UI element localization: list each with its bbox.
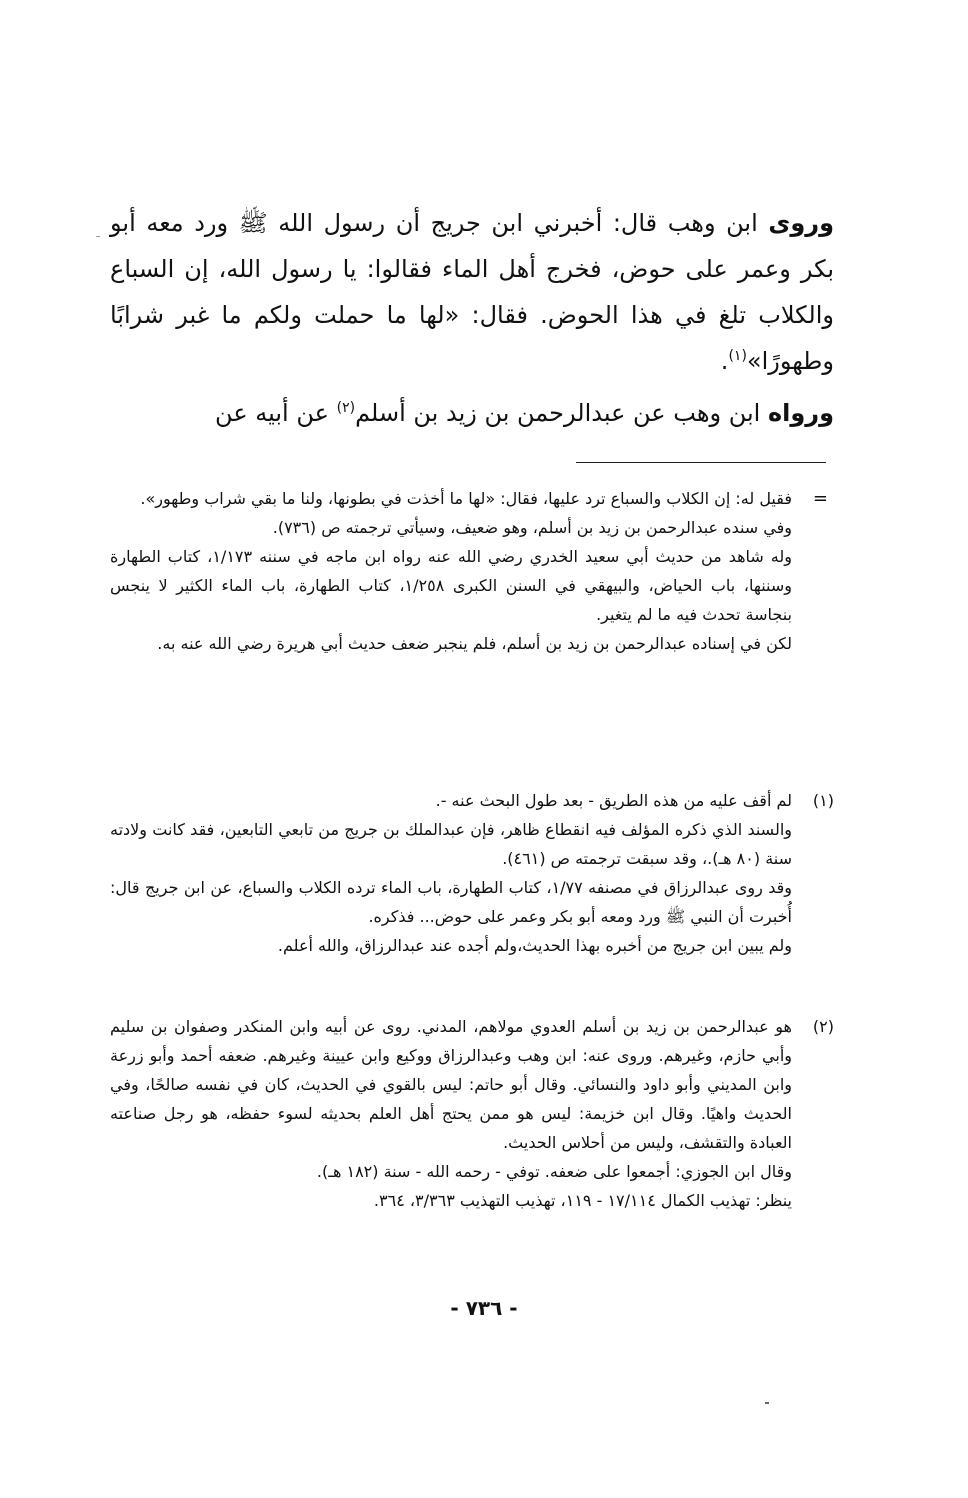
- para2-text-b: عن أبيه عن: [215, 399, 329, 427]
- footnote-line: ينظر: تهذيب الكمال ١٧/١١٤ - ١١٩، تهذيب التهذيب ٣/٣٦٣، ٣٦٤.: [373, 1191, 792, 1210]
- footnote-2-marker: (٢): [812, 1017, 834, 1036]
- footnote-line: وقد روى عبدالرزاق في مصنفه ١/٧٧، كتاب الطهارة، باب الماء ترده الكلاب والسباع، عن ابن جريج قال: أُخبرت أن النبي ﷺ ورد ومعه أبو بكر وعمر على حوض... فذكره.: [110, 878, 792, 926]
- footnote-ref-2[interactable]: (٢): [336, 400, 356, 416]
- footnote-1-marker: (١): [812, 791, 834, 810]
- footnote-1-body: [110, 786, 792, 960]
- footnote-separator: [576, 462, 826, 463]
- footnote-line: هو عبدالرحمن بن زيد بن أسلم العدوي مولاهم، المدني. روى عن أبيه وابن المنكدر وصفوان بن سليم وأبي حازم، وغيرهم. وروى عنه: ابن وهب وعبدالرزاق ووكيع وابن عيينة وغيرهم. ضعفه أحمد وأبو زرعة وابن المديني وأبو داود والنسائي. وقال أبو حاتم: ليس بالقوي في الحديث، كان في نفسه صالحًا، وفي الحديث واهيًا. وقال ابن خزيمة: ليس هو ممن يحتج أهل العلم بحديثه لسوء حفظه، هو رجل صناعته العبادة والتقشف، وليس من أحلاس الحديث.: [110, 1017, 792, 1152]
- margin-mark: [96, 236, 100, 237]
- para1-text: ابن وهب قال: أخبرني ابن جريج أن رسول الله ﷺ ورد معه أبو بكر وعمر على حوض، فخرج أهل الماء فقالوا: يا رسول الله، إن السباع والكلاب تلغ في هذا الحوض. فقال: «لها ما حملت ولكم ما غبر شرابًا وطهورًا»: [110, 209, 834, 375]
- footnote-continuation-body: [110, 484, 792, 658]
- para2-text-a: ابن وهب عن عبدالرحمن بن زيد بن أسلم: [355, 399, 761, 427]
- para1-end: .: [720, 347, 729, 375]
- scan-speck: [765, 1402, 769, 1404]
- footnote-2-body: [110, 1012, 792, 1215]
- para2-lead: ورواه: [767, 399, 834, 427]
- main-paragraph-2: [110, 390, 834, 436]
- footnote-line: وقال ابن الجوزي: أجمعوا على ضعفه. توفي - رحمه الله - سنة (١٨٢ هـ).: [316, 1162, 792, 1181]
- footnote-line: ولم يبين ابن جريج من أخبره بهذا الحديث،ولم أجده عند عبدالرزاق، والله أعلم.: [277, 936, 792, 955]
- para1-lead: وروى: [768, 209, 834, 237]
- footnote-line: وفي سنده عبدالرحمن بن زيد بن أسلم، وهو ضعيف، وسيأتي ترجمته ص (٧٣٦).: [272, 518, 792, 537]
- main-paragraph-1: [110, 200, 834, 384]
- footnote-line: وله شاهد من حديث أبي سعيد الخدري رضي الله عنه رواه ابن ماجه في سننه ١/١٧٣، كتاب الطهارة وسننها، باب الحياض، والبيهقي في السنن الكبرى ١/٢٥٨، كتاب الطهارة، باب الماء الكثير لا ينجس بنجاسة تحدث فيه ما لم يتغير.: [110, 547, 793, 624]
- footnote-continuation: [110, 484, 834, 658]
- footnote-line: والسند الذي ذكره المؤلف فيه انقطاع ظاهر، فإن عبدالملك بن جريج من تابعي التابعين، فقد كانت ولادته سنة (٨٠ هـ).، وقد سبقت ترجمته ص (٤٦١).: [110, 820, 792, 868]
- footnote-1: [110, 786, 834, 960]
- main-text: [110, 200, 834, 436]
- footnote-line: لكن في إسناده عبدالرحمن بن زيد بن أسلم، فلم ينجبر ضعف حديث أبي هريرة رضي الله عنه به.: [157, 634, 792, 653]
- footnote-line: فقيل له: إن الكلاب والسباع ترد عليها، فقال: «لها ما أخذت في بطونها، ولنا ما بقي شراب وطهور».: [140, 489, 792, 508]
- footnote-continuation-marker: =: [812, 488, 828, 509]
- footnote-2: [110, 1012, 834, 1215]
- footnote-line: لم أقف عليه من هذه الطريق - بعد طول البحث عنه -.: [435, 791, 792, 810]
- page-number: - ٧٣٦ -: [450, 1296, 518, 1320]
- footnote-ref-1[interactable]: (١): [728, 348, 747, 364]
